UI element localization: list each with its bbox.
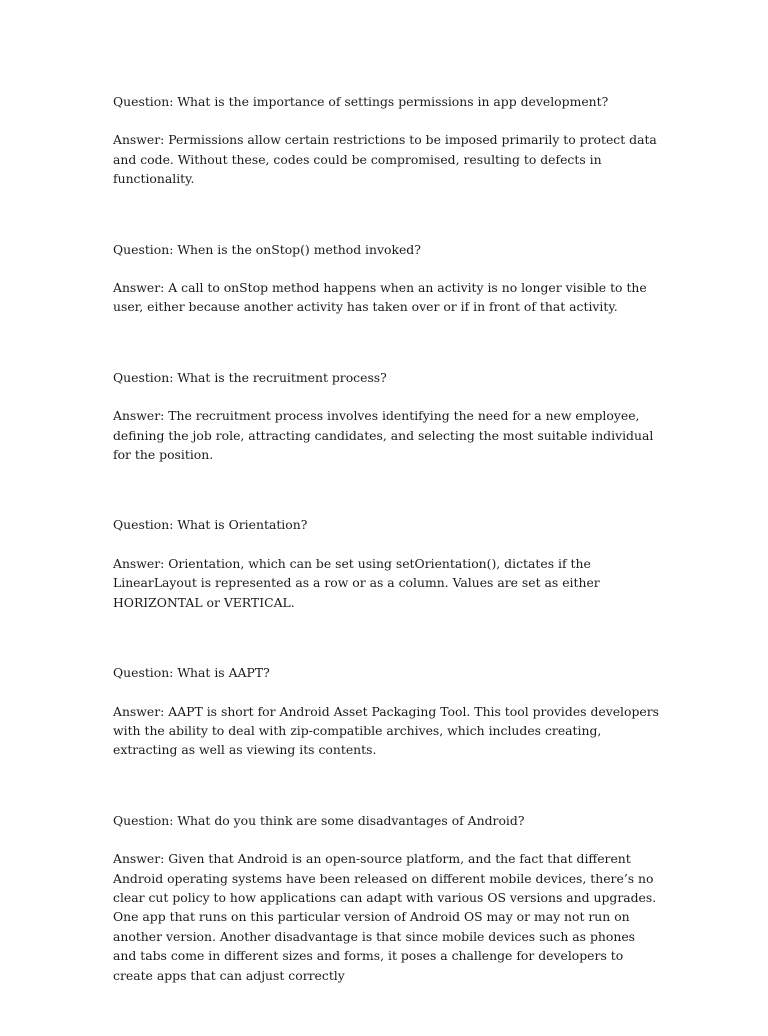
qa-item — [113, 515, 661, 612]
question-text: Question: What is Orientation? — [113, 517, 308, 533]
answer-text: Answer: The recruitment process involves identifying the need for a new employee, defining the job role, attracting candidates, and selecting the most suitable individual for the position. — [113, 408, 654, 463]
answer-text: Answer: AAPT is short for Android Asset Packaging Tool. This tool provides developers with the ability to deal with zip-compatible archives, which includes creating, extracting as well as viewing its contents. — [113, 703, 660, 758]
question-text: Question: What is AAPT? — [113, 665, 270, 681]
question-text: Question: What is the importance of settings permissions in app development? — [113, 94, 609, 109]
question-text: Question: What is the recruitment process? — [113, 369, 387, 385]
qa-item — [113, 92, 661, 189]
question-text: Question: What do you think are some disadvantages of Android? — [113, 812, 525, 828]
qa-item — [113, 811, 661, 985]
qa-item — [113, 240, 661, 317]
answer-text: Answer: Orientation, which can be set using setOrientation(), dictates if the LinearLayout is represented as a row or as a column. Values are set as either HORIZONTAL or VERTICAL. — [113, 555, 600, 610]
answer-text: Answer: Given that Android is an open-source platform, and the fact that different Android operating systems have been released on different mobile devices, there’s no clear cut policy to how applications can adapt with various OS versions and upgrades. One app that runs on this particular version of Android OS may or may not run on another version. Another disadvantage is that since mobile devices such as phones and tabs come in different sizes and forms, it poses a challenge for developers to create apps that can adjust correctly — [113, 851, 657, 983]
qa-item — [113, 368, 661, 465]
answer-text: Answer: A call to onStop method happens when an activity is no longer visible to the user, either because another activity has taken over or if in front of that activity. — [113, 280, 647, 315]
qa-item — [113, 663, 661, 760]
answer-text: Answer: Permissions allow certain restrictions to be imposed primarily to protect data and code. Without these, codes could be compromised, resulting to defects in functionality. — [113, 132, 657, 187]
question-text: Question: When is the onStop() method invoked? — [113, 241, 421, 257]
document-body — [113, 92, 661, 1036]
